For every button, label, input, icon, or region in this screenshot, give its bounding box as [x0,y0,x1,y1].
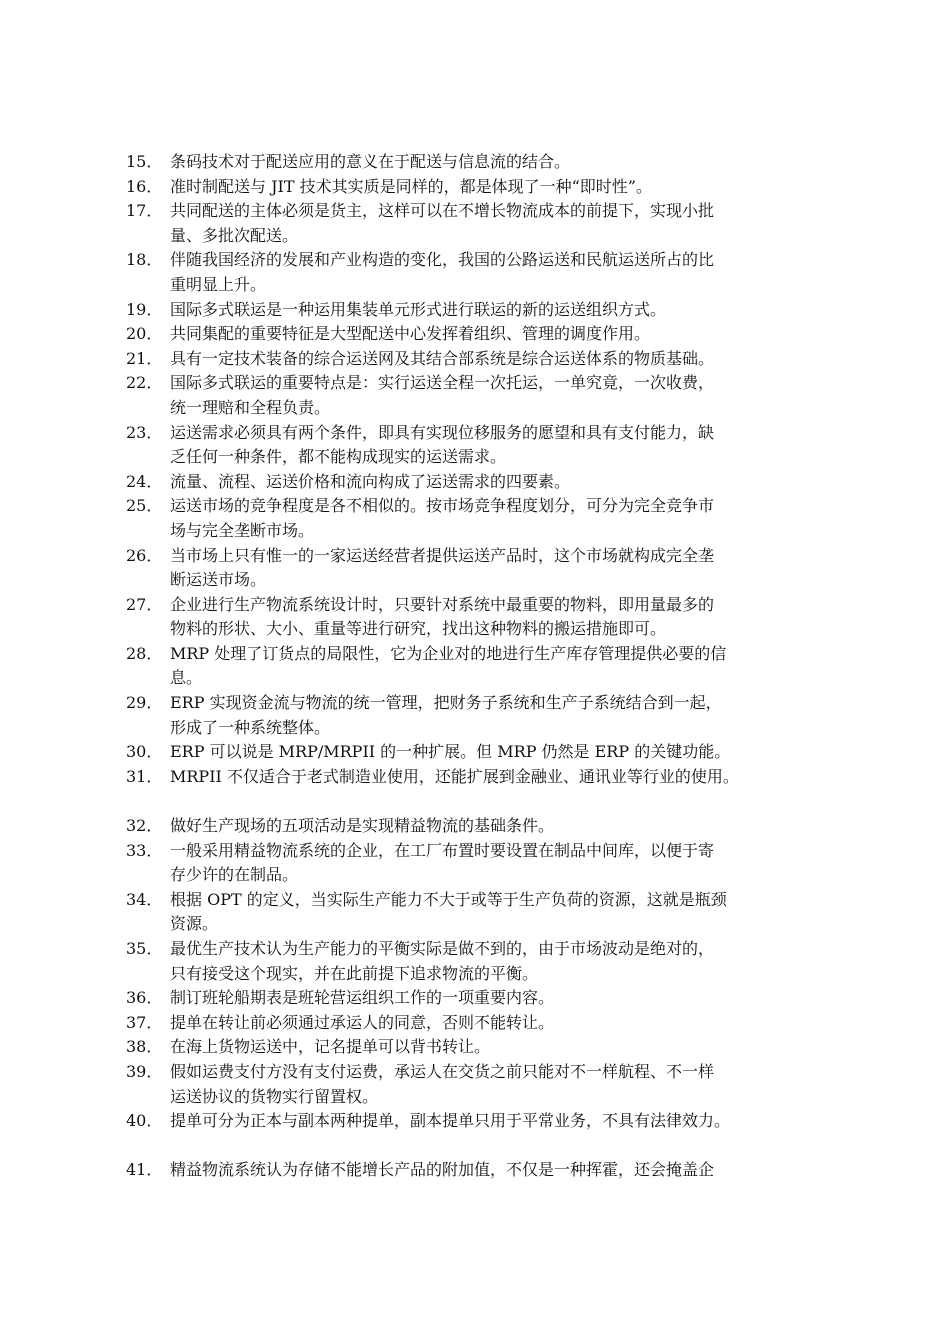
list-item [126,765,846,790]
item-number: 36． [126,988,163,1008]
list-item [126,494,846,543]
item-text: 在海上货物运送中，记名提单可以背书转让。 [170,1037,491,1057]
list-item [126,888,846,937]
list-item [126,740,846,765]
item-number: 19． [126,299,163,319]
item-text: 根据 OPT 的定义，当实际生产能力不大于或等于生产负荷的资源，这就是瓶颈 资源。 [170,889,727,934]
item-text: 提单在转让前必须通过承运人的同意，否则不能转让。 [170,1012,555,1032]
list-item [126,421,846,470]
item-text: MRP 处理了订货点的局限性，它为企业对的地进行生产库存管理提供必要的信 息。 [170,643,727,688]
list-item [126,322,846,347]
list-item [126,1158,846,1183]
item-text: 做好生产现场的五项活动是实现精益物流的基础条件。 [170,816,555,836]
item-number: 31． [126,766,163,786]
item-text: 当市场上只有惟一的一家运送经营者提供运送产品时，这个市场就构成完全垄 断运送市场。 [170,545,715,590]
item-text: 企业进行生产物流系统设计时，只要针对系统中最重要的物料，即用量最多的 物料的形状、大小、重量等进行研究，找出这种物料的搬运措施即可。 [170,594,715,639]
list-item [126,937,846,986]
item-number: 28． [126,643,163,663]
item-text: MRPII 不仅适合于老式制造业使用，还能扩展到金融业、通讯业等行业的使用。 [170,766,739,786]
list-item [126,248,846,297]
item-number: 37． [126,1012,163,1032]
list-item [126,593,846,642]
list-item [126,691,846,740]
list-item [126,470,846,495]
item-number: 33． [126,840,163,860]
list-item [126,1011,846,1036]
item-number: 39． [126,1061,163,1081]
list-item [126,175,846,200]
item-number: 15． [126,152,163,171]
item-text: 假如运费支付方没有支付运费，承运人在交货之前只能对不一样航程、不一样 运送协议的货物实行留置权。 [170,1061,715,1106]
item-text: 国际多式联运是一种运用集装单元形式进行联运的新的运送组织方式。 [170,299,667,319]
list-item [126,150,846,175]
item-number: 24． [126,471,163,491]
item-text: 具有一定技术装备的综合运送网及其结合部系统是综合运送体系的物质基础。 [170,348,715,368]
item-number: 23． [126,422,163,442]
item-text: 流量、流程、运送价格和流向构成了运送需求的四要素。 [170,471,571,491]
true-false-statement-list [126,150,846,1183]
item-text: 伴随我国经济的发展和产业构造的变化，我国的公路运送和民航运送所占的比 重明显上升。 [170,250,715,294]
item-number: 20． [126,324,163,344]
list-item [126,642,846,691]
item-text: ERP 实现资金流与物流的统一管理，把财务子系统和生产子系统结合到一起， 形成了一种系统整体。 [170,693,722,737]
item-number: 32． [126,816,163,836]
item-number: 21． [126,348,163,368]
item-number: 29． [126,693,163,713]
list-item [126,986,846,1011]
item-number: 17． [126,201,163,221]
list-item [126,347,846,372]
item-number: 40． [126,1111,163,1131]
item-text: 精益物流系统认为存储不能增长产品的附加值，不仅是一种挥霍，还会掩盖企 [170,1160,715,1180]
item-number: 25． [126,496,163,516]
item-number: 41． [126,1160,163,1180]
item-text: 制订班轮船期表是班轮营运组织工作的一项重要内容。 [170,988,555,1008]
item-text: 国际多式联运的重要特点是：实行运送全程一次托运，一单究竟，一次收费， 统一理赔和全程负责。 [170,373,715,417]
list-item [126,1035,846,1060]
list-item [126,1109,846,1134]
list-item [126,199,846,248]
list-item [126,298,846,323]
item-number: 18． [126,250,163,270]
list-item [126,814,846,839]
item-number: 30． [126,742,163,762]
item-text: 共同集配的重要特征是大型配送中心发挥着组织、管理的调度作用。 [170,324,651,344]
item-number: 35． [126,939,163,958]
item-number: 16． [126,176,163,196]
item-number: 38． [126,1037,163,1057]
item-text: 一般采用精益物流系统的企业，在工厂布置时要设置在制品中间库，以便于寄 存少许的在制品。 [170,840,715,885]
list-item [126,839,846,888]
item-text: 最优生产技术认为生产能力的平衡实际是做不到的，由于市场波动是绝对的， 只有接受这个现实，并在此前提下追求物流的平衡。 [170,939,715,983]
list-item [126,1060,846,1109]
item-text: 条码技术对于配送应用的意义在于配送与信息流的结合。 [170,152,571,171]
item-text: 共同配送的主体必须是货主，这样可以在不增长物流成本的前提下，实现小批 量、多批次配送。 [170,201,715,245]
item-text: 运送需求必须具有两个条件，即具有实现位移服务的愿望和具有支付能力，缺 乏任何一种条件，都不能构成现实的运送需求。 [170,422,715,467]
list-item [126,371,846,420]
item-number: 22． [126,373,163,393]
item-number: 34． [126,889,163,909]
list-item [126,544,846,593]
item-text: 提单可分为正本与副本两种提单，副本提单只用于平常业务，不具有法律效力。 [170,1111,731,1131]
item-number: 27． [126,594,163,614]
item-text: ERP 可以说是 MRP/MRPII 的一种扩展。但 MRP 仍然是 ERP 的关键功能。 [170,742,731,762]
item-number: 26． [126,545,163,565]
item-text: 准时制配送与 JIT 技术其实质是同样的，都是体现了一种“即时性”。 [170,176,652,196]
item-text: 运送市场的竞争程度是各不相似的。按市场竞争程度划分，可分为完全竞争市 场与完全垄断市场。 [170,496,715,540]
